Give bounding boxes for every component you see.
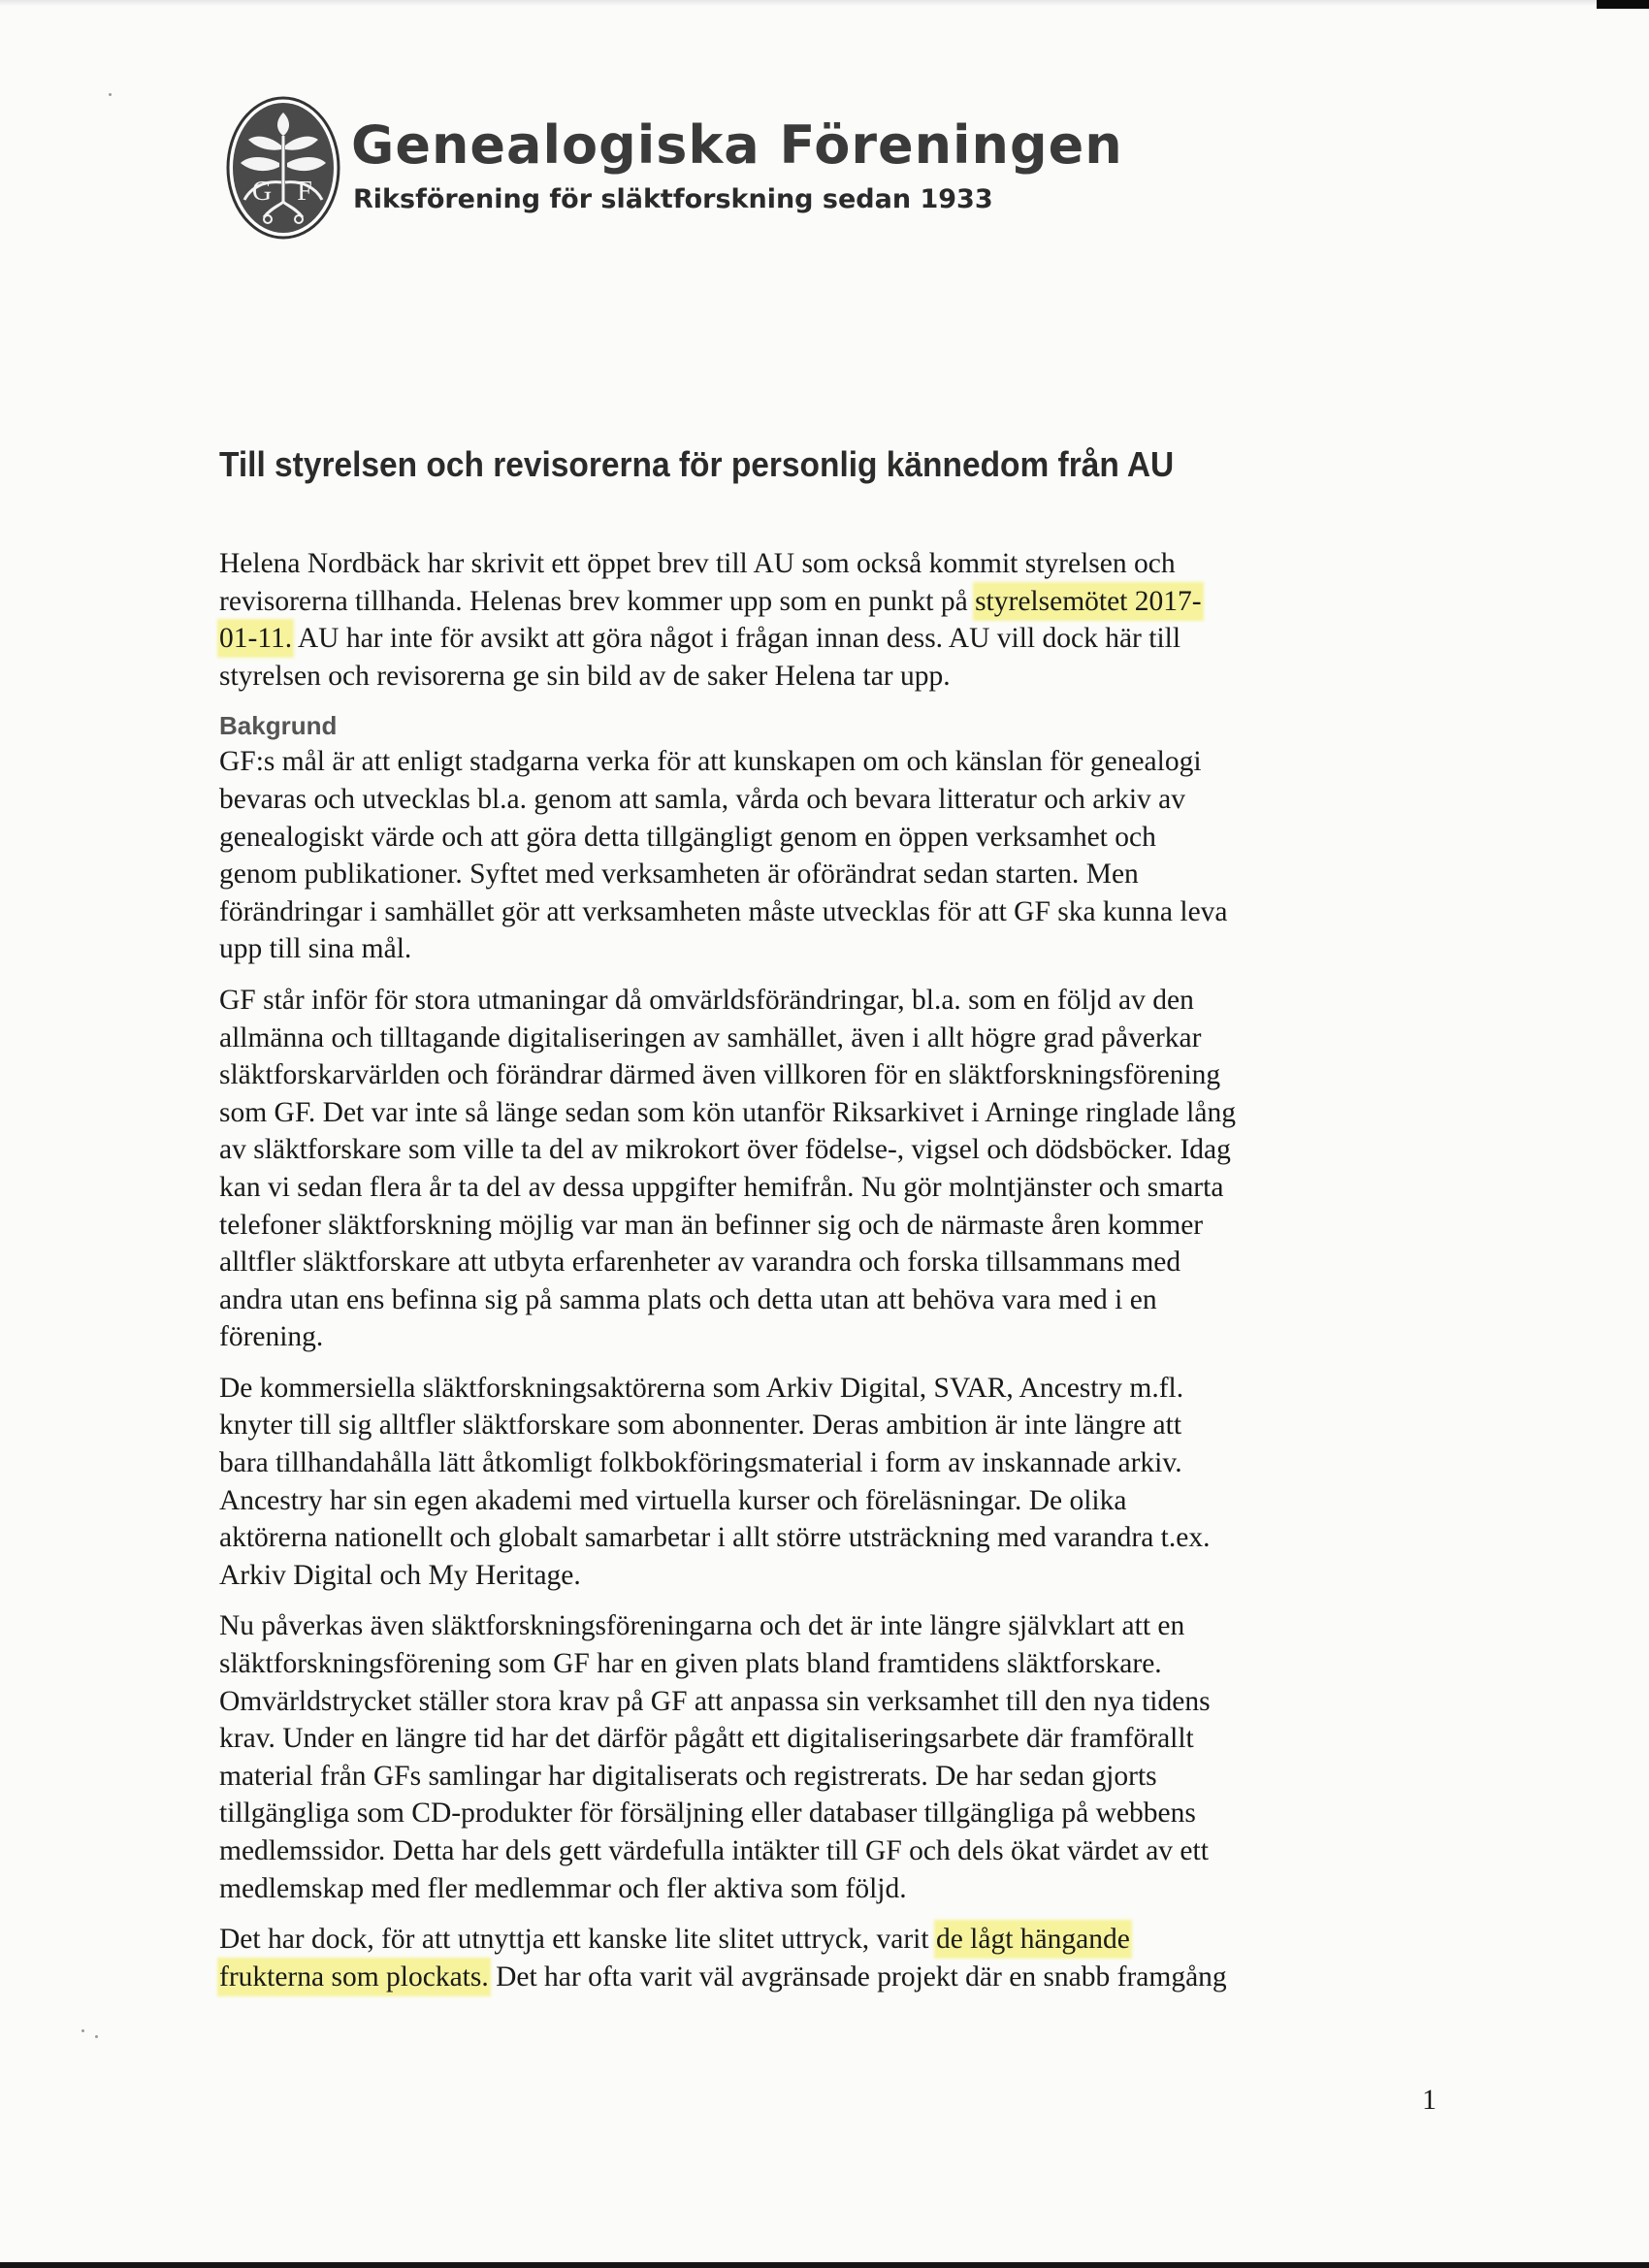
section-heading: Bakgrund [219,711,338,741]
text-line: Ancestry har sin egen akademi med virtuella kurser och föreläsningar. De olika [219,1484,1127,1516]
text-line: släktforskarvärlden och förändrar därmed även villkoren för en släktforskningsförening [219,1059,1221,1091]
text-fragment: Det har dock, för att utnyttja ett kanske lite slitet uttryck, varit [219,1924,936,1956]
text-line: som GF. Det var inte så länge sedan som kön utanför Riksarkivet i Arninge ringlade lång [219,1096,1236,1128]
logo-letter-g: G [251,177,273,207]
text-line: förändringar i samhället gör att verksamheten måste utvecklas för att GF ska kunna leva [219,895,1228,927]
text-line: släktforskningsförening som GF har en given plats bland framtidens släktforskare. [219,1648,1162,1680]
text-line: knyter till sig alltfler släktforskare som abonnenter. Deras ambition är inte längre att [219,1409,1182,1442]
text-line: förening. [219,1321,324,1353]
text-line: andra utan ens befinna sig på samma plats och detta utan att behöva vara med i en [219,1283,1157,1315]
paragraph [219,1370,1461,1595]
text-line: medlemskap med fler medlemmar och fler aktiva som följd. [219,1872,907,1904]
scan-bottom-edge [0,2262,1649,2268]
paragraph [219,1921,1461,1995]
highlighted-text: de lågt hängande [935,1924,1130,1956]
document-body [219,545,1461,1995]
document-title: Till styrelsen och revisorerna för personlig kännedom från AU [219,444,1175,484]
text-line: upp till sina mål. [219,933,412,965]
text-line: telefoner släktforskning möjlig var man än befinner sig och de närmaste åren kommer [219,1209,1204,1241]
text-line: GF står inför för stora utmaningar då omvärldsförändringar, bl.a. som en följd av den [219,984,1194,1016]
intro-paragraph [219,545,1461,695]
text-line: medlemssidor. Detta har dels gett värdefulla intäkter till GF och dels ökat värdet av ett [219,1835,1209,1866]
text-line: bevaras och utvecklas bl.a. genom att samla, vårda och bevara litteratur och arkiv av [219,783,1186,815]
gf-logo-icon [225,95,341,241]
text-line: Helena Nordbäck har skrivit ett öppet brev till AU som också kommit styrelsen och [219,548,1176,579]
text-line: aktörerna nationellt och globalt samarbetar i allt större utsträckning med varandra t.ex. [219,1522,1211,1554]
paragraph [219,743,1461,968]
text-line: material från GFs samlingar har digitaliserats och registrerats. De har sedan gjorts [219,1760,1157,1792]
text-line: bara tillhandahålla lätt åtkomligt folkbokföringsmaterial i form av inskannade arkiv. [219,1447,1182,1479]
scan-speck [81,2029,84,2032]
text-line: GF:s mål är att enligt stadgarna verka för att kunskapen om och känslan för genealogi [219,746,1202,778]
text-fragment: AU har inte för avsikt att göra något i frågan innan dess. AU vill dock här till [292,623,1181,655]
text-line [219,1959,1461,1996]
highlighted-text: 01-11. [219,623,293,655]
paragraph [219,982,1461,1356]
text-line: Nu påverkas även släktforskningsföreningarna och det är inte längre självklart att en [219,1610,1185,1642]
text-line [219,583,1461,621]
organization-name: Genealogiska Föreningen [351,114,1123,176]
text-line: genealogiskt värde och att göra detta tillgängligt genom en öppen verksamhet och [219,821,1156,853]
scan-speck [95,2035,98,2038]
text-fragment: revisorerna tillhanda. Helenas brev kommer upp som en punkt på [219,585,976,617]
highlighted-text: frukterna som plockats. [219,1960,489,1993]
text-line: styrelsen och revisorerna ge sin bild av de saker Helena tar upp. [219,660,951,692]
text-line: Arkiv Digital och My Heritage. [219,1559,581,1591]
scan-top-shadow [0,0,1597,6]
text-line: kan vi sedan flera år ta del av dessa uppgifter hemifrån. Nu gör molntjänster och smarta [219,1171,1224,1203]
text-line: tillgängliga som CD-produkter för försäljning eller databaser tillgängliga på webbens [219,1798,1196,1830]
text-line [219,1921,1461,1959]
scan-corner-mark [1597,0,1649,9]
page-number: 1 [1422,2084,1437,2116]
paragraph [219,1607,1461,1907]
text-line: allmänna och tilltagande digitaliseringen av samhället, även i allt högre grad påverkar [219,1021,1202,1053]
text-line: krav. Under en längre tid har det därför pågått ett digitaliseringsarbete där framförallt [219,1723,1194,1755]
scan-speck [109,93,112,96]
text-line: De kommersiella släktforskningsaktörerna som Arkiv Digital, SVAR, Ancestry m.fl. [219,1372,1184,1404]
logo-letter-f: F [297,177,312,207]
text-line: Omvärldstrycket ställer stora krav på GF att anpassa sin verksamhet till den nya tidens [219,1685,1211,1717]
text-fragment: Det har ofta varit väl avgränsade projekt där en snabb framgång [488,1960,1227,1993]
text-line: alltfler släktforskare att utbyta erfarenheter av varandra och forska tillsammans med [219,1247,1181,1279]
organization-tagline: Riksförening för släktforskning sedan 1933 [353,184,993,214]
text-line: av släktforskare som ville ta del av mikrokort över födelse-, vigsel och dödsböcker. Idag [219,1134,1231,1166]
text-line [219,620,1461,658]
highlighted-text: styrelsemötet 2017- [975,585,1202,617]
text-line: genom publikationer. Syftet med verksamheten är oförändrat sedan starten. Men [219,859,1139,891]
